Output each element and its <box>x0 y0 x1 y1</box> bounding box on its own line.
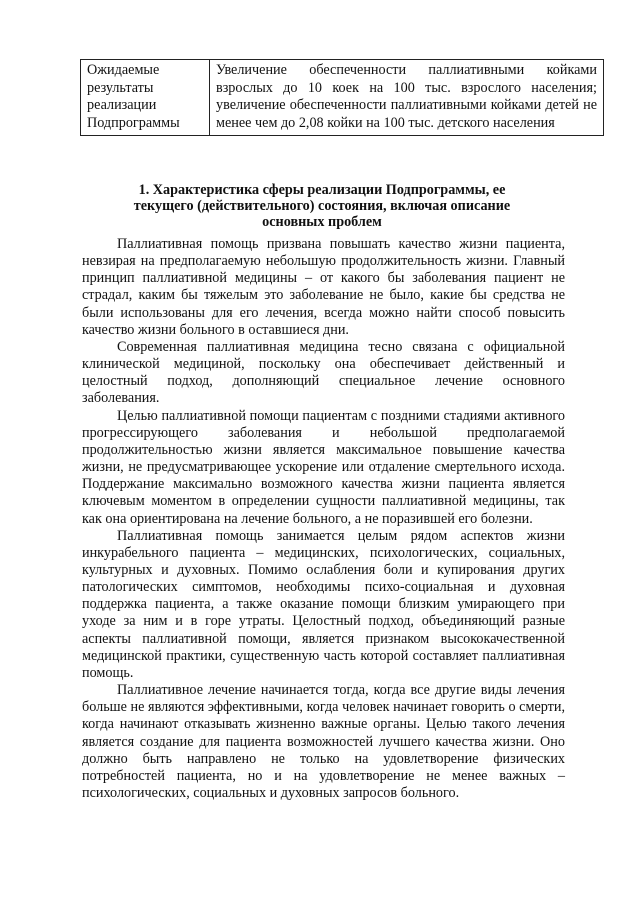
paragraph: Целью паллиативной помощи пациентам с поздними стадиями активного прогрессирующего заболевания и небольшой предполагаемой продолжительностью жизни является максимальное повышение качества жизни, не предусматривающее ускорение или отдаление смертельного исхода. Поддержание максимально возможного качества жизни пациента является ключевым моментом в определении сущности паллиативной медицины, так как она ориентирована на лечение больного, а не поразившей его болезни. <box>82 407 565 527</box>
table-content-cell: Увеличение обеспеченности паллиативными койками взрослых до 10 коек на 100 тыс. взрослого населения; увеличение обеспеченности паллиативными койками детей не менее чем до 2,08 койки на 100 тыс. детского населения <box>210 60 604 136</box>
paragraph: Паллиативная помощь занимается целым рядом аспектов жизни инкурабельного пациента – медицинских, психологических, социальных, культурных и духовных. Помимо ослабления боли и купирования других патологических симптомов, необходимы психо-социальная и духовная поддержка пациента, а также оказание помощи близким умирающего при уходе за ним и в горе утраты. Целостный подход, объединяющий разные аспекты паллиативной помощи, является признаком высококачественной медицинской практики, существенную часть которой составляет паллиативная помощь. <box>82 527 565 681</box>
table-row <box>81 60 604 136</box>
table-label-cell: Ожидаемые результаты реализации Подпрограммы <box>81 60 210 136</box>
expected-results-table <box>80 59 604 136</box>
paragraph: Современная паллиативная медицина тесно связана с официальной клинической медициной, поскольку она обеспечивает действенный и целостный подход, дополняющий специальное лечение основного заболевания. <box>82 338 565 407</box>
paragraph: Паллиативное лечение начинается тогда, когда все другие виды лечения больше не являются эффективными, когда человек начинает говорить о смерти, когда начинают отказывать жизненно важные органы. Целью такого лечения является создание для пациента возможностей лучшего качества жизни. Оно должно быть направлено не только на удовлетворение физических потребностей пациента, но и на удовлетворение не менее важных – психологических, социальных и духовных запросов больного. <box>82 682 565 801</box>
paragraph: Паллиативная помощь призвана повышать качество жизни пациента, невзирая на предполагаемую небольшую продолжительность жизни. Главный принцип паллиативной медицины – от какого бы заболевания пациент не страдал, каким бы тяжелым это заболевание не было, какие бы средства не были использованы для его лечения, всегда можно найти способ повысить качество жизни больного в оставшиеся дни. <box>82 236 565 338</box>
section-heading: 1. Характеристика сферы реализации Подпрограммы, ее текущего (действительного) состояния, включая описание основных проблем <box>133 182 511 230</box>
body-text <box>82 236 565 802</box>
